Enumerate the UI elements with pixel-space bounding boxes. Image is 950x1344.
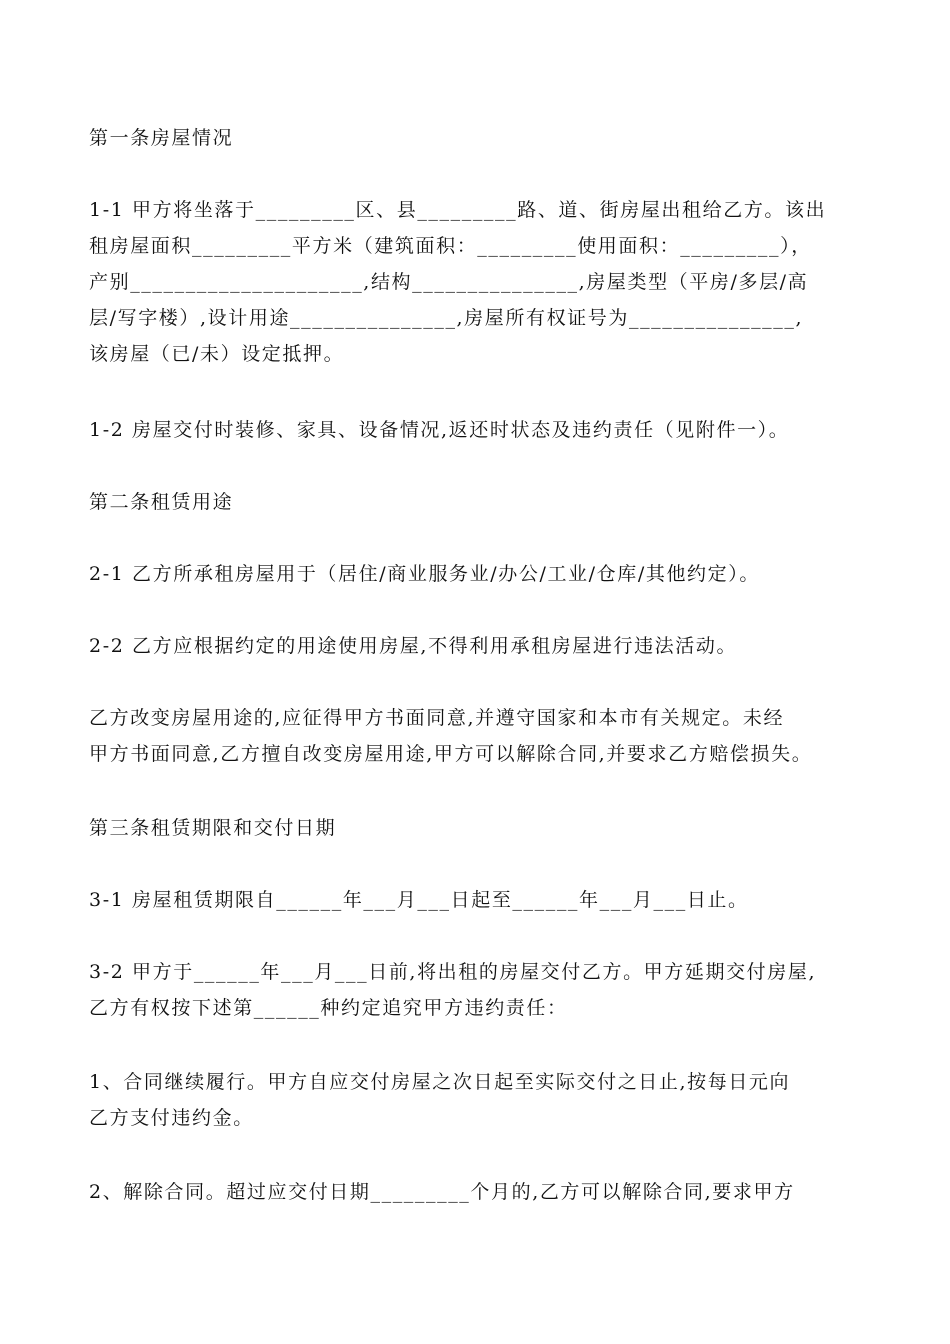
text-line: 1、合同继续履行。甲方自应交付房屋之次日起至实际交付之日止,按每日元向	[89, 1071, 791, 1093]
text-line: 乙方改变房屋用途的,应征得甲方书面同意,并遵守国家和本市有关规定。未经	[89, 707, 785, 729]
clause-2-1	[89, 556, 879, 592]
clause-2-2	[89, 628, 879, 664]
section-heading-2	[89, 484, 879, 520]
clause-1-1	[89, 192, 879, 372]
clause-1-2	[89, 412, 879, 448]
text-line: 租房屋面积_________平方米（建筑面积：_________使用面积：_________），	[89, 235, 812, 257]
section-heading-3	[89, 810, 879, 846]
clause-3-1	[89, 882, 879, 918]
remedy-option-2	[89, 1174, 879, 1210]
clause-2-2-continued	[89, 700, 879, 772]
text-line: 乙方支付违约金。	[89, 1107, 254, 1129]
text-line: 1-2 房屋交付时装修、家具、设备情况,返还时状态及违约责任（见附件一）。	[89, 419, 790, 441]
text-line: 2-2 乙方应根据约定的用途使用房屋,不得利用承租房屋进行违法活动。	[89, 635, 738, 657]
remedy-option-1	[89, 1064, 879, 1136]
text-line: 2、解除合同。超过应交付日期_________个月的,乙方可以解除合同,要求甲方	[89, 1181, 795, 1203]
text-line: 第一条房屋情况	[89, 127, 234, 149]
text-line: 层/写字楼）,设计用途_______________,房屋所有权证号为_______________,	[89, 307, 804, 329]
text-line: 乙方有权按下述第______种约定追究甲方违约责任：	[89, 997, 568, 1019]
text-line: 第三条租赁期限和交付日期	[89, 817, 337, 839]
text-line: 3-2 甲方于______年___月___日前,将出租的房屋交付乙方。甲方延期交付房屋,	[89, 961, 817, 983]
clause-3-2	[89, 954, 879, 1026]
text-line: 第二条租赁用途	[89, 491, 234, 513]
text-line: 1-1 甲方将坐落于_________区、县_________路、道、街房屋出租给乙方。该出	[89, 199, 827, 221]
text-line: 产别_____________________,结构_______________,房屋类型（平房/多层/高	[89, 271, 809, 293]
text-line: 3-1 房屋租赁期限自______年___月___日起至______年___月___日止。	[89, 889, 749, 911]
text-line: 甲方书面同意,乙方擅自改变房屋用途,甲方可以解除合同,并要求乙方赔偿损失。	[89, 743, 813, 765]
section-heading-1	[89, 120, 879, 156]
text-line: 该房屋（已/未）设定抵押。	[89, 343, 345, 365]
text-line: 2-1 乙方所承租房屋用于（居住/商业服务业/办公/工业/仓库/其他约定）。	[89, 563, 760, 585]
